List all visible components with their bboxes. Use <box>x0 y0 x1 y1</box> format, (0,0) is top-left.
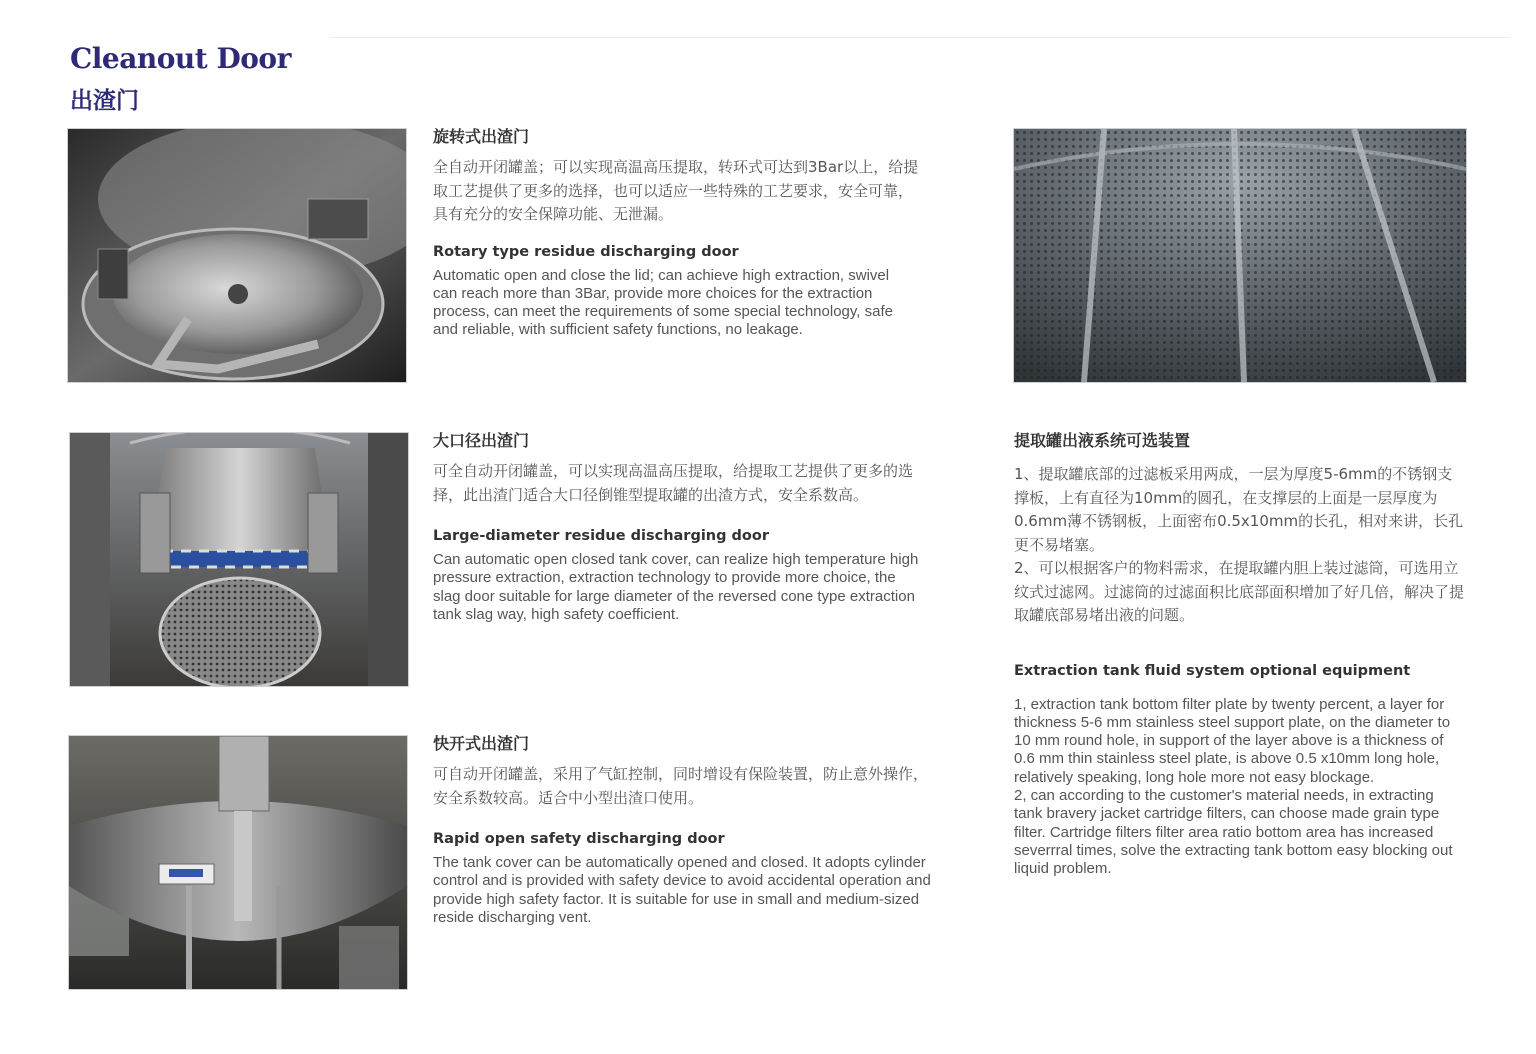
large-diameter-en-body: Can automatic open closed tank cover, can realize high temperature high pressure extraction, extraction technology to provide more choice, the slag door suitable for large diameter of the reversed cone type extraction tank slag way, high safety coefficient. <box>433 551 919 623</box>
large-diameter-en-title: Large-diameter residue discharging door <box>433 528 770 544</box>
rapid-open-door-photo <box>68 735 408 990</box>
fluid-system-en-title: Extraction tank fluid system optional equipment <box>1014 662 1411 679</box>
fluid-system-zh-title: 提取罐出液系统可选装置 <box>1014 431 1191 450</box>
fluid-system-en-body-2: 2, can according to the customer's material needs, in extracting tank bravery jacket cartridge filters, can choose made grain type filter. Cartridge filters filter area ratio bottom area has increased severrral times, solve the extracting tank bottom easy blocking out liquid problem. <box>1014 786 1453 878</box>
page-title-zh: 出渣门 <box>70 88 139 114</box>
filter-plate-photo <box>1013 128 1467 383</box>
header-divider <box>330 37 1510 38</box>
large-diameter-zh-title: 大口径出渣门 <box>433 431 530 450</box>
rotary-door-en-title: Rotary type residue discharging door <box>433 243 739 260</box>
rotary-door-section <box>433 127 933 340</box>
large-diameter-door-photo <box>69 432 409 687</box>
large-diameter-zh-body: 可全自动开闭罐盖，可以实现高温高压提取，给提取工艺提供了更多的选择，此出渣门适合大口径倒锥型提取罐的出渣方式，安全系数高。 <box>433 462 914 504</box>
rapid-open-zh-body: 可自动开闭罐盖，采用了气缸控制，同时增设有保险装置，防止意外操作，安全系数较高。适合中小型出渣口使用。 <box>433 765 929 807</box>
large-diameter-section <box>433 431 933 624</box>
fluid-system-zh-body-2: 2、可以根据客户的物料需求，在提取罐内胆上装过滤筒，可选用立纹式过滤网。过滤筒的过滤面积比底部面积增加了好几倍，解决了提取罐底部易堵出液的问题。 <box>1014 559 1465 624</box>
fluid-system-en-body-1: 1, extraction tank bottom filter plate by twenty percent, a layer for thickness 5-6 mm stainless steel support plate, on the diameter to 10 mm round hole, in support of the layer above is a thickness of 0.6 mm thin stainless steel plate, is above 0.5 x10mm long hole, relatively speaking, long hole more not easy blockage. <box>1014 695 1451 786</box>
fluid-system-section <box>1014 431 1474 878</box>
rapid-open-zh-title: 快开式出渣门 <box>433 734 530 753</box>
rotary-door-en-body: Automatic open and close the lid; can achieve high extraction, swivel can reach more than 3Bar, provide more choices for the extraction process, can meet the requirements of some special technology, safe and reliable, with sufficient safety functions, no leakage. <box>433 266 893 339</box>
rotary-door-zh-title: 旋转式出渣门 <box>433 127 530 146</box>
rapid-open-en-title: Rapid open safety discharging door <box>433 831 725 847</box>
rotary-door-photo <box>67 128 407 383</box>
rapid-open-section <box>433 734 933 927</box>
page-title-en: Cleanout Door <box>70 42 291 75</box>
fluid-system-zh-body-1: 1、提取罐底部的过滤板采用两成，一层为厚度5-6mm的不锈钢支撑板，上有直径为10mm的圆孔，在支撑层的上面是一层厚度为0.6mm薄不锈钢板，上面密布0.5x10mm的长孔，相对来讲，长孔更不易堵塞。 <box>1014 465 1464 554</box>
rapid-open-en-body: The tank cover can be automatically opened and closed. It adopts cylinder control and is provided with safety device to avoid accidental operation and provide high safety factor. It is suitable for use in small and medium-sized reside discharging vent. <box>433 854 931 926</box>
rotary-door-zh-body: 全自动开闭罐盖；可以实现高温高压提取，转环式可达到3Bar以上，给提取工艺提供了更多的选择，也可以适应一些特殊的工艺要求，安全可靠，具有充分的安全保障功能、无泄漏。 <box>433 158 919 223</box>
